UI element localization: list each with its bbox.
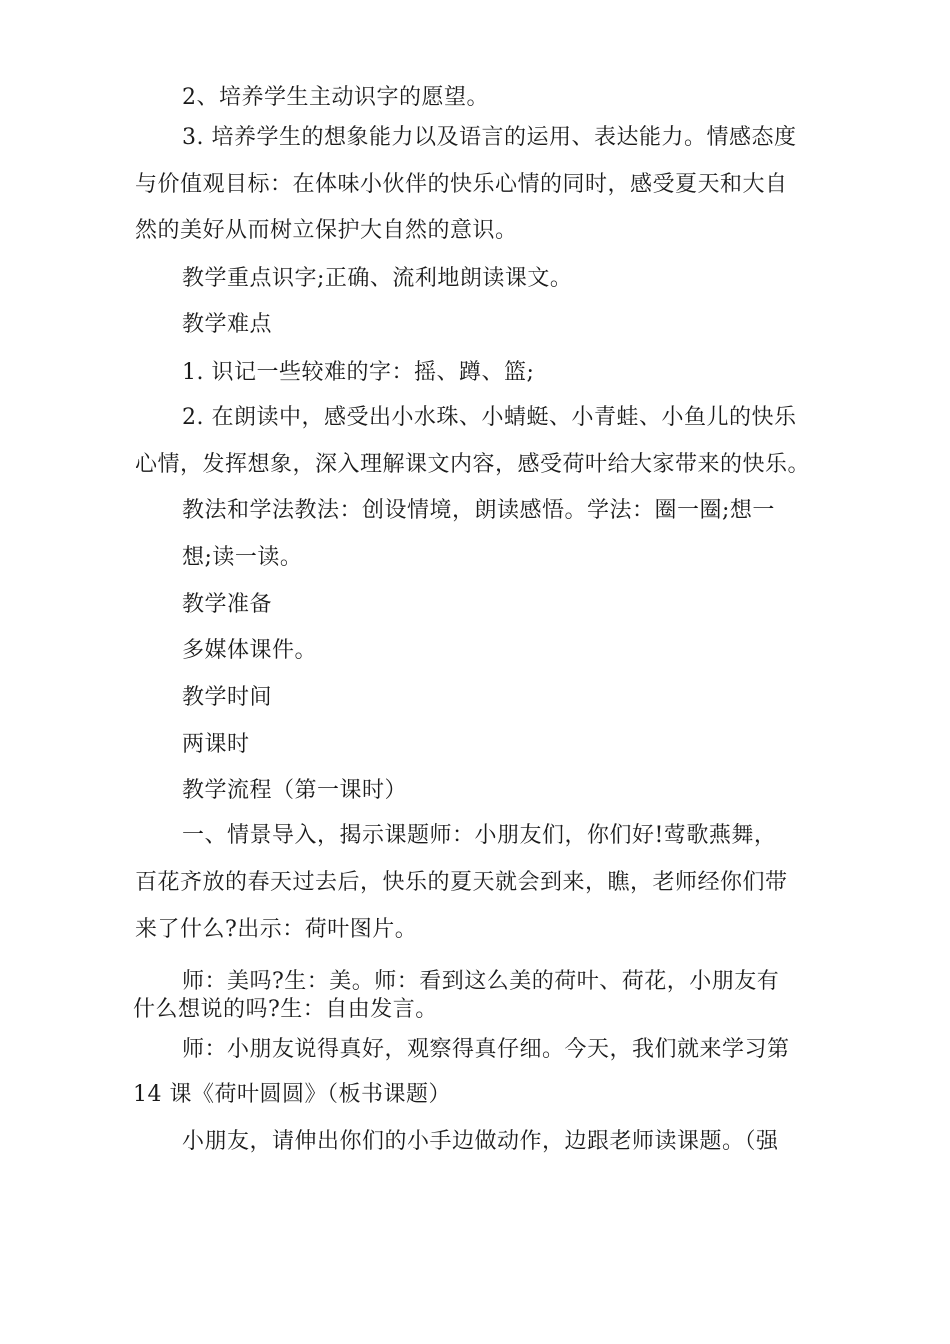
- text-line: 想;读一读。: [182, 545, 303, 570]
- text-line: 小朋友，请伸出你们的小手边做动作，边跟老师读课题。（强: [182, 1129, 779, 1154]
- text-line: 然的美好从而树立保护大自然的意识。: [135, 218, 518, 243]
- text-line: 来了什么?出示：荷叶图片。: [135, 917, 418, 942]
- text-line: 教学重点识字;正确、流利地朗读课文。: [182, 266, 573, 291]
- text-line: 心情，发挥想象，深入理解课文内容，感受荷叶给大家带来的快乐。: [135, 452, 811, 477]
- section-heading: 教学准备: [182, 592, 273, 617]
- text-line: 1. 识记一些较难的字：摇、蹲、篮;: [182, 360, 535, 385]
- text-line: 什么想说的吗?生：自由发言。: [133, 997, 438, 1022]
- text-line: 多媒体课件。: [182, 638, 318, 663]
- text-line: 2. 在朗读中，感受出小水珠、小蜻蜓、小青蛙、小鱼儿的快乐: [182, 405, 797, 430]
- text-line: 师：小朋友说得真好，观察得真仔细。今天，我们就来学习第: [182, 1037, 790, 1062]
- text-line: 一、情景导入，揭示课题师：小朋友们，你们好!莺歌燕舞，: [182, 823, 777, 848]
- section-heading: 教学难点: [182, 312, 273, 337]
- text-line: 师：美吗?生：美。师：看到这么美的荷叶、荷花，小朋友有: [182, 969, 780, 994]
- text-line: 两课时: [182, 732, 250, 757]
- text-line: 2、培养学生主动识字的愿望。: [182, 85, 489, 110]
- text-line: 教法和学法教法：创设情境，朗读感悟。学法：圈一圈;想一: [182, 498, 775, 523]
- text-line: 百花齐放的春天过去后，快乐的夏天就会到来，瞧，老师经你们带: [135, 870, 788, 895]
- text-line: 3. 培养学生的想象能力以及语言的运用、表达能力。情感态度: [182, 125, 797, 150]
- section-heading: 教学时间: [182, 685, 273, 710]
- section-heading: 教学流程（第一课时）: [182, 778, 408, 803]
- text-line: 与价值观目标：在体味小伙伴的快乐心情的同时，感受夏天和大自: [135, 172, 788, 197]
- text-line: 14 课《荷叶圆圆》（板书课题）: [133, 1082, 451, 1107]
